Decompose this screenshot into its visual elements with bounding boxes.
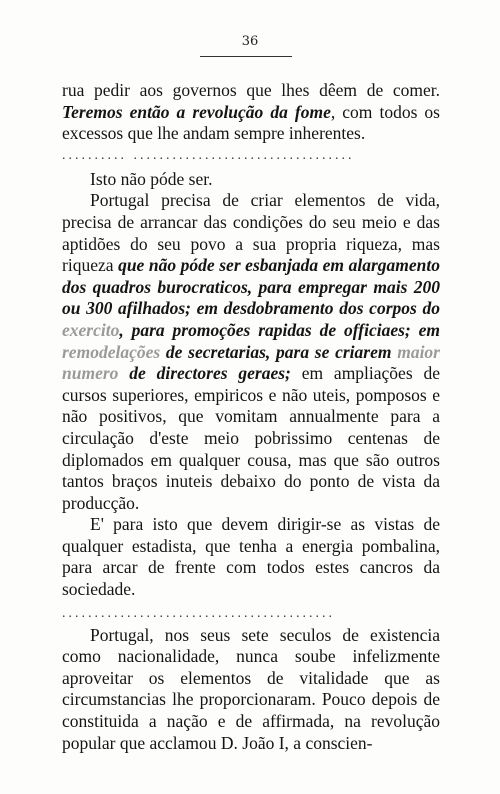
separator-dots-2: .......................................... [62, 605, 335, 621]
text-run: exercito [62, 319, 120, 340]
text-run: maior numero [62, 341, 440, 384]
paragraph-1 [62, 80, 440, 145]
separator-dots: .......... .................................. [62, 147, 355, 163]
paragraph-4: E' para isto que devem dirigir-se as vistas de qualquer estadista, que tenha a energia pombalina, para arcar de frente com todos estes cancros da sociedade. [62, 514, 440, 600]
page-number: 36 [241, 34, 259, 49]
paragraph-2: Isto não póde ser. [90, 168, 213, 189]
text-run: de secretarias, para se criarem [160, 341, 398, 362]
text-run: Teremos então a revolução da fome [62, 101, 331, 122]
header-rule [200, 56, 292, 57]
text-run: remodelações [62, 341, 161, 362]
paragraph-3 [62, 190, 440, 514]
text-run: Portugal precisa de criar elementos de vida, precisa de arrancar das condições do seu meio e das aptidões do seu povo a sua propria riqueza, mas riqueza [62, 190, 440, 276]
text-run: em ampliações de cursos superiores, empiricos e não uteis, pomposos e não positivos, que vomitam annualmente para a circulação d'este meio pobrissimo centenas de diplomados em qualquer cousa, mas que são outros tantos braços inuteis debaixo do ponto de vista da producção. [62, 363, 440, 513]
text-run: de directores geraes; [118, 363, 291, 384]
text-run: , com todos os excessos que lhe andam sempre inherentes. [62, 101, 440, 144]
text-body [62, 80, 440, 754]
text-run: rua pedir aos governos que lhes dêem de comer. [62, 80, 440, 100]
paragraph-5: Portugal, nos seus sete seculos de existencia como nacionalidade, nunca soube infelizmente aproveitar os elementos de vitalidade que as circumstancias lhe proporcionaram. Pouco depois de constituida a nação e de affirmada, na revolução popular que acclamou D. João I, a conscien- [62, 624, 440, 753]
text-run: , para promoções rapidas de officiaes; em [119, 319, 440, 340]
text-run: que não póde ser esbanjada em alargamento dos quadros burocraticos, para empregar mais 200 ou 300 afilhados; em desdobramento dos corpos do [62, 255, 440, 319]
